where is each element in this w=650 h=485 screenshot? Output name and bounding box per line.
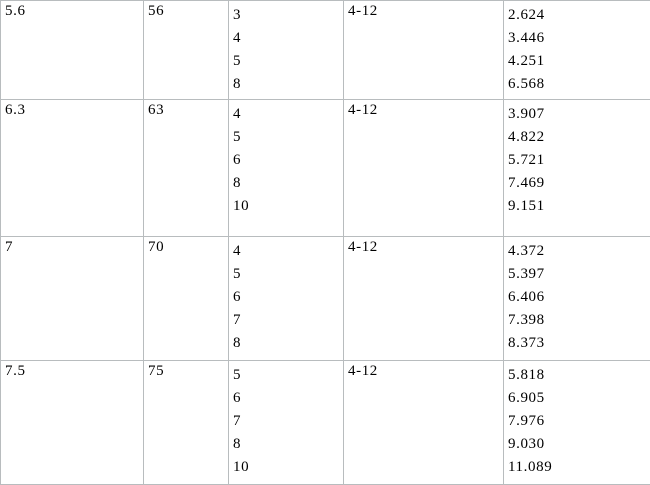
cell-thickness-list xyxy=(229,1,344,100)
weight-value: 7.976 xyxy=(508,410,646,433)
weight-list xyxy=(504,361,650,482)
length-range-value: 4-12 xyxy=(344,361,503,382)
table-row xyxy=(1,361,650,485)
thickness-value: 4 xyxy=(233,103,339,126)
thickness-value: 10 xyxy=(233,195,339,218)
weight-value: 5.397 xyxy=(508,263,646,286)
thickness-list xyxy=(229,361,343,482)
cell-thickness-list xyxy=(229,237,344,361)
thickness-value: 5 xyxy=(233,126,339,149)
weight-value: 4.251 xyxy=(508,50,646,73)
thickness-value: 5 xyxy=(233,50,339,73)
cell-weight-list xyxy=(504,361,650,485)
thickness-value: 8 xyxy=(233,332,339,355)
size-code-value: 63 xyxy=(144,100,228,121)
weight-value: 6.905 xyxy=(508,387,646,410)
size-mm-value: 7 xyxy=(1,237,143,258)
weight-list xyxy=(504,237,650,358)
cell-size-mm xyxy=(1,1,144,100)
weight-value: 3.446 xyxy=(508,27,646,50)
thickness-value: 5 xyxy=(233,364,339,387)
cell-size-mm xyxy=(1,100,144,237)
cell-length-range xyxy=(344,100,504,237)
weight-value: 2.624 xyxy=(508,4,646,27)
cell-size-code xyxy=(144,361,229,485)
weight-value: 9.151 xyxy=(508,195,646,218)
cell-size-mm xyxy=(1,237,144,361)
weight-value: 5.721 xyxy=(508,149,646,172)
cell-size-code xyxy=(144,100,229,237)
cell-thickness-list xyxy=(229,100,344,237)
thickness-value: 4 xyxy=(233,240,339,263)
thickness-value: 10 xyxy=(233,456,339,479)
weight-value: 4.822 xyxy=(508,126,646,149)
thickness-list xyxy=(229,237,343,358)
weight-value: 11.089 xyxy=(508,456,646,479)
length-range-value: 4-12 xyxy=(344,237,503,258)
weight-value: 6.406 xyxy=(508,286,646,309)
thickness-list xyxy=(229,100,343,221)
table-row xyxy=(1,1,650,100)
weight-value: 8.373 xyxy=(508,332,646,355)
cell-size-code xyxy=(144,237,229,361)
thickness-value: 6 xyxy=(233,149,339,172)
cell-weight-list xyxy=(504,1,650,100)
weight-value: 7.398 xyxy=(508,309,646,332)
size-mm-value: 5.6 xyxy=(1,1,143,22)
size-code-value: 56 xyxy=(144,1,228,22)
thickness-list xyxy=(229,1,343,99)
thickness-value: 6 xyxy=(233,387,339,410)
length-range-value: 4-12 xyxy=(344,100,503,121)
cell-weight-list xyxy=(504,100,650,237)
table-row xyxy=(1,237,650,361)
cell-length-range xyxy=(344,361,504,485)
thickness-value: 8 xyxy=(233,433,339,456)
weight-value: 7.469 xyxy=(508,172,646,195)
table-row xyxy=(1,100,650,237)
weight-value: 4.372 xyxy=(508,240,646,263)
weight-value: 3.907 xyxy=(508,103,646,126)
weight-value: 6.568 xyxy=(508,73,646,96)
thickness-value: 7 xyxy=(233,410,339,433)
weight-value: 9.030 xyxy=(508,433,646,456)
cell-thickness-list xyxy=(229,361,344,485)
thickness-value: 6 xyxy=(233,286,339,309)
weight-list xyxy=(504,100,650,221)
length-range-value: 4-12 xyxy=(344,1,503,22)
size-mm-value: 6.3 xyxy=(1,100,143,121)
cell-weight-list xyxy=(504,237,650,361)
weight-value: 5.818 xyxy=(508,364,646,387)
thickness-value: 5 xyxy=(233,263,339,286)
size-code-value: 70 xyxy=(144,237,228,258)
cell-size-mm xyxy=(1,361,144,485)
cell-length-range xyxy=(344,1,504,100)
cell-size-code xyxy=(144,1,229,100)
size-code-value: 75 xyxy=(144,361,228,382)
thickness-value: 7 xyxy=(233,309,339,332)
thickness-value: 8 xyxy=(233,73,339,96)
thickness-value: 4 xyxy=(233,27,339,50)
thickness-value: 8 xyxy=(233,172,339,195)
thickness-value: 3 xyxy=(233,4,339,27)
table-body xyxy=(1,1,650,485)
cell-length-range xyxy=(344,237,504,361)
weight-list xyxy=(504,1,650,99)
size-mm-value: 7.5 xyxy=(1,361,143,382)
